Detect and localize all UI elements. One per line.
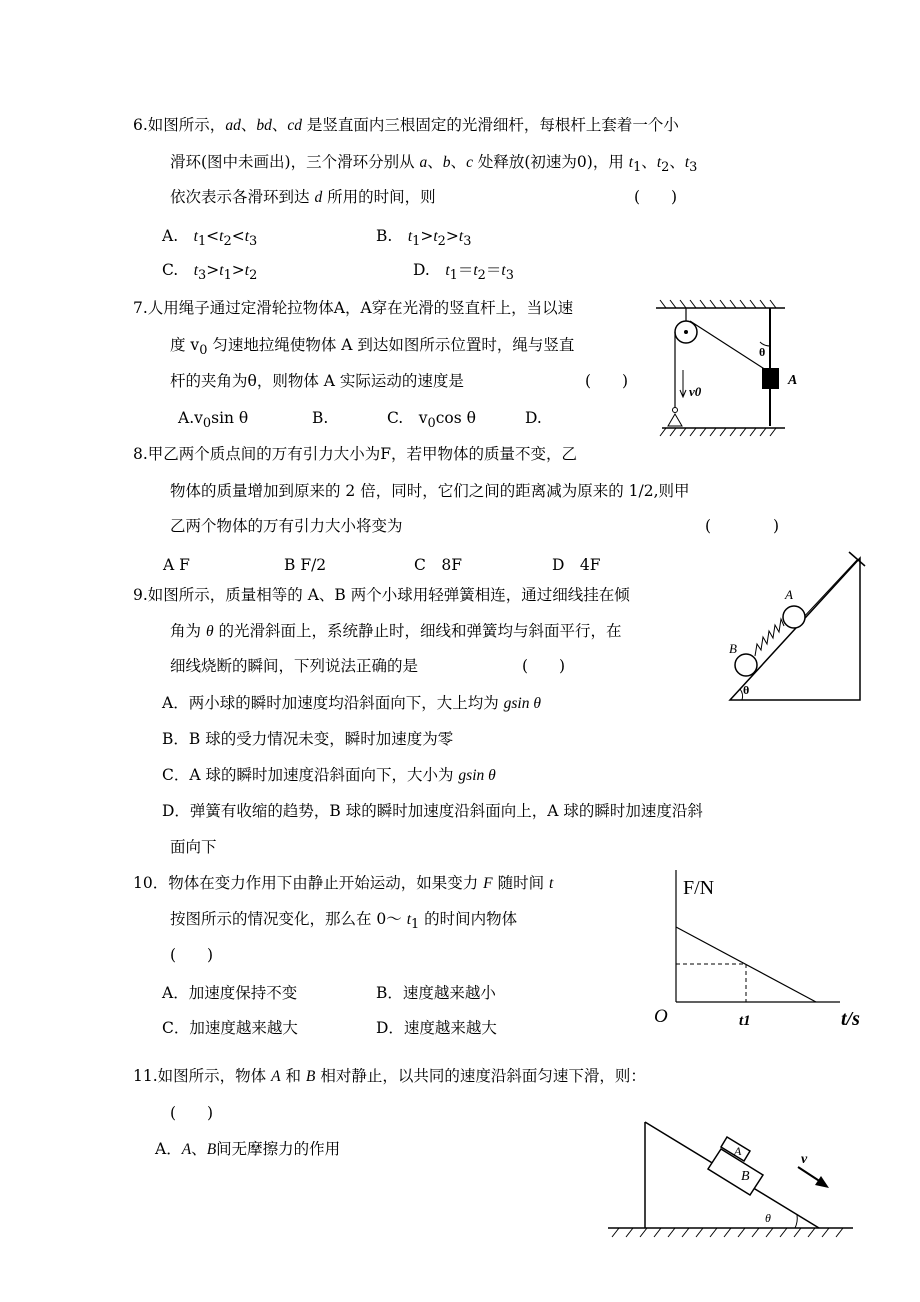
- q11-incline-figure: [605, 1118, 855, 1248]
- q8-line-1: 8.甲乙两个质点间的万有引力大小为F，若甲物体的质量不变，乙: [133, 445, 578, 463]
- q10-option-b: B．速度越来越小: [376, 984, 496, 1002]
- q10-origin-label: O: [654, 1006, 668, 1027]
- q7-line-1: 7.人用绳子通过定滑轮拉物体A，A穿在光滑的竖直杆上，当以速: [133, 299, 574, 317]
- q9-label-theta: θ: [743, 683, 750, 697]
- q6-line-3: 依次表示各滑环到达 d 所用的时间，则: [170, 188, 436, 206]
- q10-option-a: A．加速度保持不变: [162, 984, 298, 1002]
- q6-answer-blank: ( ): [634, 188, 678, 206]
- q8-answer-blank: ( ): [705, 517, 780, 535]
- q10-line-1: 10．物体在变力作用下由静止开始运动，如果变力 F 随时间 t: [133, 874, 554, 892]
- q10-line-2: 按图所示的情况变化，那么在 0～ $t_1$ 的时间内物体: [170, 910, 518, 933]
- q6-line-2: 滑环(图中未画出)，三个滑环分别从 a、b、c 处释放(初速为0)，用 $t_1$、$t_2$、$t_3$: [170, 153, 698, 176]
- q8-option-d: D 4F: [552, 556, 601, 574]
- q7-line-2: 度 $v_0$ 匀速地拉绳使物体 A 到达如图所示位置时，绳与竖直: [170, 336, 575, 359]
- q10-option-c: C．加速度越来越大: [162, 1019, 298, 1037]
- q6-option-c: C. $t_3>t_1>t_2$: [162, 261, 258, 284]
- q10-line-3: ( ): [170, 946, 214, 964]
- q6-option-a: A. $t_1<t_2<t_3$: [162, 227, 258, 250]
- q7-block-a: [762, 368, 779, 389]
- q8-option-b: B F/2: [284, 556, 327, 574]
- q11-label-b: B: [741, 1169, 750, 1184]
- q10-option-d: D．速度越来越大: [376, 1019, 497, 1037]
- q7-answer-blank: ( ): [585, 372, 629, 390]
- q10-force-time-graph: [650, 865, 880, 1035]
- q9-label-b: B: [729, 641, 737, 656]
- q7-label-theta: θ: [759, 345, 766, 359]
- q6-line-1: 6.如图所示，ad、bd、cd 是竖直面内三根固定的光滑细杆，每根杆上套着一个小: [133, 116, 679, 134]
- q9-line-1: 9.如图所示，质量相等的 A、B 两个小球用轻弹簧相连，通过细线挂在倾: [133, 586, 630, 604]
- q7-option-c: C. $v_0\cos$ θ: [387, 409, 476, 432]
- q11-line-2: ( ): [170, 1104, 214, 1122]
- q9-answer-blank: ( ): [522, 657, 566, 675]
- q7-line-3: 杆的夹角为θ，则物体 A 实际运动的速度是: [170, 372, 464, 390]
- q8-option-a: A F: [163, 556, 190, 574]
- q9-label-a: A: [785, 587, 793, 602]
- q7-option-d: D.: [525, 409, 542, 427]
- q9-line-2: 角为 θ 的光滑斜面上，系统静止时，细线和弹簧均与斜面平行，在: [170, 622, 622, 640]
- q9-option-a: A．两小球的瞬时加速度均沿斜面向下，大上均为 gsin θ: [162, 694, 541, 712]
- q11-label-v: v: [801, 1152, 808, 1167]
- q6-option-b: B. $t_1>t_2>t_3$: [376, 227, 472, 250]
- q9-line-3: 细线烧断的瞬间，下列说法正确的是: [170, 657, 419, 675]
- q9-incline-figure: [725, 550, 865, 705]
- q11-label-theta: θ: [765, 1211, 771, 1225]
- q7-option-b: B.: [312, 409, 329, 427]
- q10-t1-label: t1: [739, 1013, 751, 1029]
- q9-option-b: B．B 球的受力情况未变，瞬时加速度为零: [162, 730, 454, 748]
- q9-option-c: C．A 球的瞬时加速度沿斜面向下，大小为 gsin θ: [162, 766, 496, 784]
- q7-option-a: $A.v_0\sin$ θ: [178, 409, 249, 432]
- q9-ball-b: [735, 654, 757, 676]
- q8-line-3: 乙两个物体的万有引力大小将变为: [170, 517, 403, 535]
- q6-option-d: D. $t_1=t_2=t_3$: [413, 261, 514, 284]
- q9-option-d: D．弹簧有收缩的趋势，B 球的瞬时加速度沿斜面向上，A 球的瞬时加速度沿斜: [162, 802, 703, 820]
- q9-option-d-cont: 面向下: [170, 838, 217, 856]
- q8-line-2: 物体的质量增加到原来的 2 倍，同时，它们之间的距离减为原来的 1/2,则甲: [170, 482, 690, 500]
- q11-option-a: A．A、B间无摩擦力的作用: [155, 1140, 341, 1158]
- q10-x-axis-label: t/s: [841, 1008, 860, 1030]
- q11-label-a: A: [734, 1144, 742, 1158]
- q8-option-c: C 8F: [414, 556, 462, 574]
- q7-pulley-figure: [648, 298, 798, 443]
- q10-y-axis-label: F/N: [683, 877, 715, 899]
- q11-line-1: 11.如图所示，物体 A 和 B 相对静止，以共同的速度沿斜面匀速下滑，则：: [133, 1067, 646, 1085]
- q7-label-a: A: [788, 373, 798, 388]
- q9-ball-a: [783, 606, 805, 628]
- q7-label-v0: v0: [689, 384, 702, 399]
